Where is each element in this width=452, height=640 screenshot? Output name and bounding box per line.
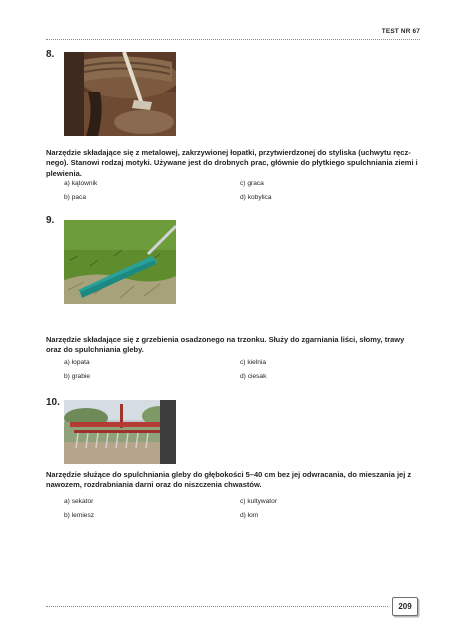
footer-dotted-rule	[46, 606, 388, 607]
answer-option-d[interactable]: d) łom	[240, 512, 259, 519]
answer-option-a[interactable]: a) sekator	[64, 498, 94, 505]
answer-option-b[interactable]: b) lemiesz	[64, 512, 95, 519]
answer-option-c[interactable]: c) graca	[240, 180, 264, 187]
page-number: 209	[392, 597, 418, 616]
question-10-image	[64, 400, 176, 464]
test-number-label: TEST NR 67	[381, 28, 420, 35]
question-number: 10.	[46, 397, 60, 408]
answer-option-a[interactable]: a) łopata	[64, 359, 90, 366]
answer-option-c[interactable]: c) kielnia	[240, 359, 267, 366]
question-9-image	[64, 220, 176, 304]
question-text: Narzędzie służące do spulchniania gleby do głębokości 5–40 cm bez jej odwracania, do mieszania jej z nawozem, rozdrabniania darni oraz do niszczenia chwastów.	[46, 470, 412, 490]
question-number: 8.	[46, 49, 55, 60]
answer-option-b[interactable]: b) grabie	[64, 373, 91, 380]
question-text: Narzędzie składające się z metalowej, zakrzywionej łopatki, przytwierdzonej do styliska (uchwytu ręcz-nego). Stanowi rodzaj motyki. Używane jest do drobnych prac, głównie do płytkiego spulchniania ziemi i plewienia.	[46, 148, 418, 178]
answer-option-d[interactable]: d) ciesak	[240, 373, 267, 380]
answer-option-b[interactable]: b) paca	[64, 194, 86, 201]
answer-option-a[interactable]: a) kątownik	[64, 180, 98, 187]
question-8-image	[64, 52, 176, 136]
answer-option-c[interactable]: c) kultywator	[240, 498, 278, 505]
question-number: 9.	[46, 215, 55, 226]
question-text: Narzędzie składające się z grzebienia osadzonego na trzonku. Służy do zgarniania liści, słomy, trawy oraz do spulchniania gleby.	[46, 335, 405, 355]
header-dotted-rule	[46, 39, 420, 40]
answer-option-d[interactable]: d) kobylica	[240, 194, 272, 201]
